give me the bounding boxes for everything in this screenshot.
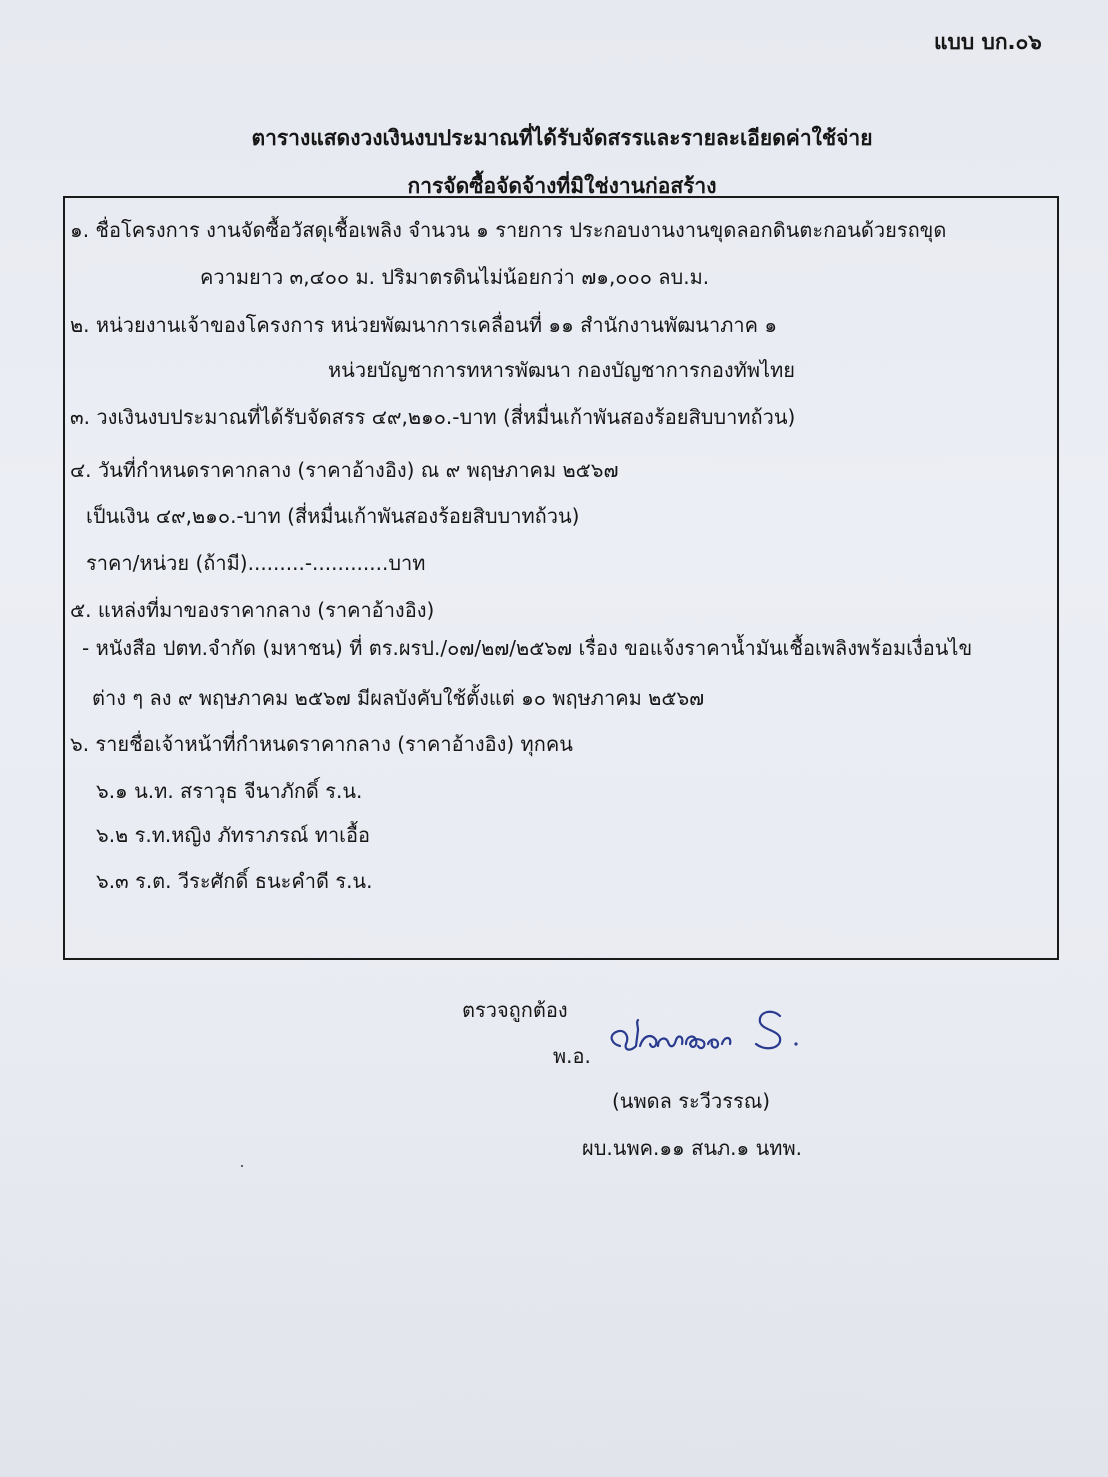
stray-mark bbox=[241, 1165, 243, 1167]
item-2-owner-unit: ๒. หน่วยงานเจ้าของโครงการ หน่วยพัฒนาการเคลื่อนที่ ๑๑ สำนักงานพัฒนาภาค ๑ bbox=[70, 313, 778, 337]
item-4-amount: เป็นเงิน ๔๙,๒๑๐.-บาท (สี่หมื่นเก้าพันสองร้อยสิบบาทถ้วน) bbox=[86, 504, 580, 528]
verified-label: ตรวจถูกต้อง bbox=[462, 998, 568, 1022]
item-3-budget: ๓. วงเงินงบประมาณที่ได้รับจัดสรร ๔๙,๒๑๐.-บาท (สี่หมื่นเก้าพันสองร้อยสิบบาทถ้วน) bbox=[70, 405, 796, 429]
document-subtitle: การจัดซื้อจัดจ้างที่มิใช่งานก่อสร้าง bbox=[407, 174, 717, 198]
signer-rank: พ.อ. bbox=[553, 1044, 591, 1068]
item-5-source-effective: ต่าง ๆ ลง ๙ พฤษภาคม ๒๕๖๗ มีผลบังคับใช้ตั้งแต่ ๑๐ พฤษภาคม ๒๕๖๗ bbox=[92, 686, 705, 710]
item-4-unit-price: ราคา/หน่วย (ถ้ามี).........-............บาท bbox=[86, 551, 426, 575]
signer-name: (นพดล ระวีวรรณ) bbox=[612, 1089, 771, 1113]
signer-position: ผบ.นพค.๑๑ สนภ.๑ นทพ. bbox=[582, 1136, 802, 1160]
item-6-officers-heading: ๖. รายชื่อเจ้าหน้าที่กำหนดราคากลาง (ราคาอ้างอิง) ทุกคน bbox=[70, 732, 573, 756]
item-6-officer-2: ๖.๒ ร.ท.หญิง ภัทราภรณ์ ทาเอื้อ bbox=[96, 823, 371, 847]
form-code: แบบ บก.๐๖ bbox=[934, 30, 1042, 54]
handwritten-signature bbox=[600, 1000, 810, 1070]
item-6-officer-1: ๖.๑ น.ท. สราวุธ จีนาภักดิ์ ร.น. bbox=[96, 779, 363, 803]
item-6-officer-3: ๖.๓ ร.ต. วีระศักดิ์ ธนะคำดี ร.น. bbox=[96, 869, 373, 893]
item-5-source-letter: - หนังสือ ปตท.จำกัด (มหาชน) ที่ ตร.ผรป./๐๗/๒๗/๒๕๖๗ เรื่อง ขอแจ้งราคาน้ำมันเชื้อเพลิงพร้อมเงื่อนไข bbox=[82, 636, 973, 660]
item-1-project-name: ๑. ชื่อโครงการ งานจัดซื้อวัสดุเชื้อเพลิง จำนวน ๑ รายการ ประกอบงานงานขุดลอกดินตะกอนด้วยรถขุด bbox=[70, 218, 947, 242]
item-2-owner-command: หน่วยบัญชาการทหารพัฒนา กองบัญชาการกองทัพไทย bbox=[328, 358, 796, 382]
item-4-reference-date: ๔. วันที่กำหนดราคากลาง (ราคาอ้างอิง) ณ ๙ พฤษภาคม ๒๕๖๗ bbox=[70, 458, 619, 482]
item-5-price-source: ๕. แหล่งที่มาของราคากลาง (ราคาอ้างอิง) bbox=[70, 598, 435, 622]
document-title: ตารางแสดงวงเงินงบประมาณที่ได้รับจัดสรรและรายละเอียดค่าใช้จ่าย bbox=[251, 126, 873, 150]
item-1-project-detail: ความยาว ๓,๔๐๐ ม. ปริมาตรดินไม่น้อยกว่า ๗๑,๐๐๐ ลบ.ม. bbox=[200, 265, 710, 289]
